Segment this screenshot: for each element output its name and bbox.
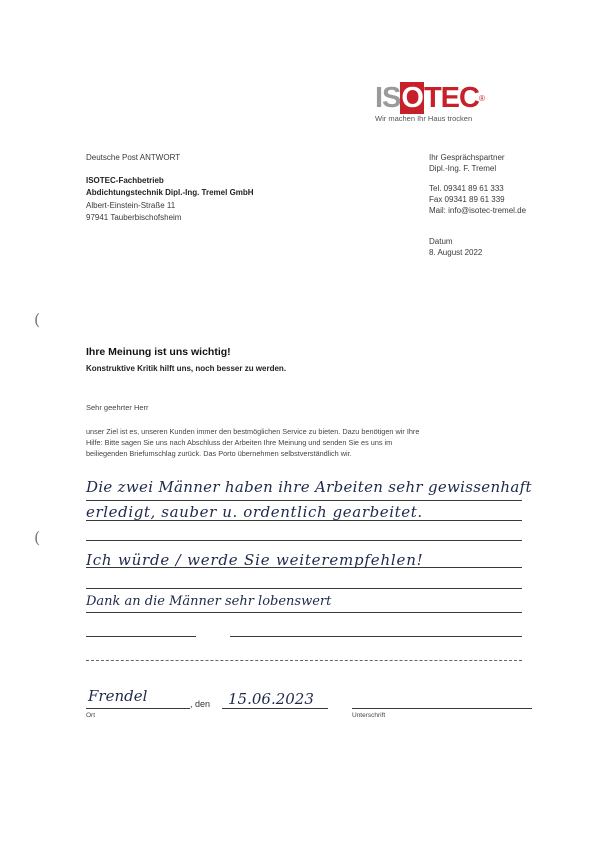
body-line-2: Hilfe: Bitte sagen Sie uns nach Abschluss der Arbeiten Ihre Meinung und senden Sie es uns im <box>86 438 393 447</box>
page-title: Ihre Meinung ist uns wichtig! <box>86 346 231 358</box>
logo-wordmark <box>375 84 505 113</box>
sender-city: 97941 Tauberbischofsheim <box>86 213 182 222</box>
date-line <box>222 708 328 709</box>
logo-registered: ® <box>478 94 484 103</box>
place-caption: Ort <box>86 712 96 719</box>
handwriting-line-2: erledigt, sauber u. ordentlich gearbeitet. <box>86 503 423 521</box>
logo-tec: TEC <box>423 82 479 114</box>
handwriting-line-1: Die zwei Männer haben ihre Arbeiten sehr gewissenhaft <box>86 478 532 496</box>
writing-line-5 <box>86 588 522 589</box>
handwriting-place: Frendel <box>88 687 148 705</box>
salutation: Sehr geehrter Herr <box>86 403 149 412</box>
sender-street: Albert-Einstein-Straße 11 <box>86 201 176 210</box>
body-text <box>86 426 536 459</box>
contact-name: Dipl.-Ing. F. Tremel <box>429 164 497 173</box>
sender-company-2: Abdichtungstechnik Dipl.-Ing. Tremel GmbH <box>86 188 254 197</box>
sender-company-1: ISOTEC-Fachbetrieb <box>86 176 164 185</box>
contact-fax: Fax 09341 89 61 339 <box>429 195 505 204</box>
writing-line-6 <box>86 612 522 613</box>
logo-iso: IS <box>375 82 401 114</box>
writing-line-1 <box>86 500 522 501</box>
isotec-logo <box>375 84 505 124</box>
fold-mark-top: ( <box>34 310 41 329</box>
date-label: Datum <box>429 237 453 246</box>
sender-post: Deutsche Post ANTWORT <box>86 153 181 162</box>
contact-mail: Mail: info@isotec-tremel.de <box>429 206 527 215</box>
contact-tel: Tel. 09341 89 61 333 <box>429 184 504 193</box>
date-separator: , den <box>190 699 211 709</box>
logo-o: O <box>401 82 423 114</box>
body-line-1: unser Ziel ist es, unseren Kunden immer den bestmöglichen Service zu bieten. Dazu benötigen wir Ihre <box>86 427 420 436</box>
page-subtitle: Konstruktive Kritik hilft uns, noch besser zu werden. <box>86 364 287 373</box>
writing-line-3 <box>86 540 522 541</box>
handwriting-line-3: Ich würde / werde Sie weiterempfehlen! <box>86 551 424 569</box>
place-line <box>86 708 190 709</box>
handwriting-line-4: Dank an die Männer sehr lobenswert <box>86 594 332 609</box>
date-value: 8. August 2022 <box>429 248 483 257</box>
writing-line-7b <box>230 636 522 637</box>
logo-tagline: Wir machen Ihr Haus trocken <box>375 114 473 123</box>
fold-mark-middle: ( <box>34 528 41 547</box>
body-line-3: beiliegenden Briefumschlag zurück. Das Porto übernehmen selbstverständlich wir. <box>86 449 352 458</box>
signature-line <box>352 708 532 709</box>
contact-label: Ihr Gesprächspartner <box>429 153 505 162</box>
writing-line-7a <box>86 636 196 637</box>
handwriting-date: 15.06.2023 <box>228 690 314 708</box>
writing-line-8 <box>86 660 522 661</box>
signature-caption: Unterschrift <box>352 712 386 719</box>
